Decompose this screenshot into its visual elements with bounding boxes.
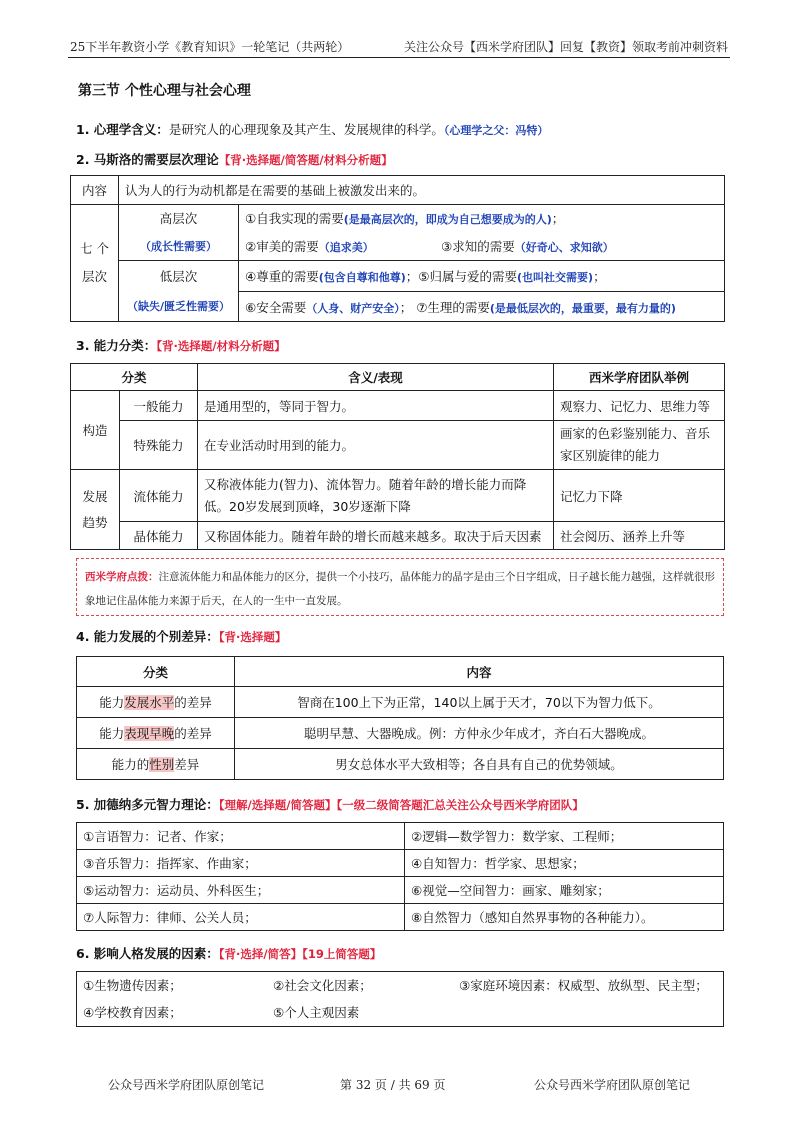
intelligence-cell: ②逻辑—数学智力：数学家、工程师； [405,823,724,850]
diff-header-content: 内容 [235,657,724,687]
intelligence-cell: ④自知智力：哲学家、思想家； [405,850,724,877]
factor: ②社会文化因素； [273,978,372,993]
factor: ⑤个人主观因素 [273,1005,360,1020]
item5-title: 5. 加德纳多元智力理论： [76,797,219,812]
personality-factors [77,972,724,1027]
diff-content: 智商在100上下为正常，140以上属于天才，70以下为智力低下。 [235,687,724,718]
item1-label: 1. 心理学含义： [76,122,169,137]
header-divider [68,57,730,58]
diff-header-type: 分类 [77,657,235,687]
item2-heading [76,150,393,168]
factor: ①生物遗传因素； [83,978,182,993]
intelligence-cell: ⑧自然智力（感知自然界事物的各种能力）。 [405,904,724,931]
tip-label: 西米学府点拨： [85,571,159,583]
item1-note: （心理学之父：冯特） [443,124,549,137]
diff-type: 能力表现早晚的差异 [77,718,235,749]
diff-content: 男女总体水平大致相等；各自具有自己的优势领域。 [235,749,724,780]
maslow-meaning: 认为人的行为动机都是在需要的基础上被激发出来的。 [119,176,725,205]
section-title: 第三节 个性心理与社会心理 [78,83,251,99]
item5-heading [76,795,584,813]
item3-tag: 【背·选择题/材料分析题】 [156,339,286,353]
footer-left: 公众号西米学府团队原创笔记 [108,1078,265,1092]
item5-tag: 【理解/选择题/简答题】【一级二级简答题汇总关注公众号西米学府团队】 [218,798,584,812]
diff-type: 能力发展水平的差异 [77,687,235,718]
ability-example: 记忆力下降 [554,470,725,522]
ability-header-example: 西米学府团队举例 [554,364,725,391]
ability-example: 社会阅历、涵养上升等 [554,522,725,550]
ability-group-structure: 构造 [71,391,120,470]
ability-name: 流体能力 [120,470,198,522]
intelligence-cell: ⑦人际智力：律师、公关人员； [77,904,405,931]
ability-example: 观察力、记忆力、思维力等 [554,391,725,421]
intelligence-cell: ⑤运动智力：运动员、外科医生； [77,877,405,904]
layers-label: 层次 [81,269,107,284]
item3-heading [76,336,286,354]
ability-desc: 是通用型的，等同于智力。 [198,391,554,421]
item2-title: 2. 马斯洛的需要层次理论 [76,152,219,167]
item2-tag: 【背·选择题/简答题/材料分析题】 [218,153,393,167]
page-number: 第 32 页 / 共 69 页 [340,1078,446,1092]
need-6-7: ⑥安全需要（人身、财产安全）； ⑦生理的需要(是最低层次的，最重要，最有力量的) [239,292,725,322]
ability-header-type: 分类 [71,364,198,391]
tip-text: 注意流体能力和晶体能力的区分，提供一个小技巧，晶体能力的晶字是由三个日字组成，日子越长能力越强，这样就很形象地记住晶体能力来源于后天，在人的一生中一直发展。 [85,571,715,607]
personality-table [76,971,724,1027]
ability-header-meaning: 含义/表现 [198,364,554,391]
intelligence-cell: ⑥视觉—空间智力：画家、雕刻家； [405,877,724,904]
difference-table [76,656,724,780]
item6-title: 6. 影响人格发展的因素： [76,946,219,961]
low-level-note: （缺失/匮乏性需要） [119,292,239,322]
high-level-note: （成长性需要） [119,232,239,261]
ability-group-trend: 发展 趋势 [71,470,120,550]
low-level: 低层次 [119,261,239,292]
maslow-table [70,175,725,322]
ability-example: 画家的色彩鉴别能力、音乐家区别旋律的能力 [554,421,725,470]
item6-heading [76,944,381,962]
item4-tag: 【背·选择题】 [218,630,287,644]
ability-name: 特殊能力 [120,421,198,470]
item6-tag: 【背·选择/简答】【19上简答题】 [218,947,382,961]
ability-desc: 又称固体能力。随着年龄的增长而越来越多。取决于后天因素 [198,522,554,550]
ability-name: 一般能力 [120,391,198,421]
diff-type: 能力的性别差异 [77,749,235,780]
ability-name: 晶体能力 [120,522,198,550]
high-level: 高层次 [119,205,239,232]
need-1: ①自我实现的需要(是最高层次的，即成为自己想要成为的人)； [239,205,725,232]
intelligence-cell: ①言语智力：记者、作家； [77,823,405,850]
factor: ③家庭环境因素：权威型、放纵型、民主型； [459,978,708,993]
item4-heading [76,627,286,645]
maslow-seven-layers [71,205,119,322]
ability-table [70,363,725,550]
item4-title: 4. 能力发展的个别差异： [76,629,219,644]
footer-right: 公众号西米学府团队原创笔记 [534,1078,691,1092]
header-right: 关注公众号【西米学府团队】回复【教资】领取考前冲刺资料 [403,40,728,54]
need-4-5: ④尊重的需要(包含自尊和他尊)；⑤归属与爱的需要(也叫社交需要)； [239,261,725,292]
item1-text: 是研究人的心理现象及其产生、发展规律的科学。 [168,122,444,137]
item1 [76,120,548,138]
intelligence-cell: ③音乐智力：指挥家、作曲家； [77,850,405,877]
ability-desc: 又称液体能力(智力)、流体智力。随着年龄的增长能力而降低。20岁发展到顶峰，30岁逐渐下降 [198,470,554,522]
maslow-meaning-label: 内容 [71,176,119,205]
seven-label: 七 个 [80,241,109,256]
ability-desc: 在专业活动时用到的能力。 [198,421,554,470]
intelligence-table [76,822,724,931]
need-2-3: ②审美的需要（追求美） ③求知的需要（好奇心、求知欲） [239,232,725,261]
tip-box [76,558,724,616]
factor: ④学校教育因素； [83,1005,182,1020]
item3-title: 3. 能力分类： [76,338,157,353]
diff-content: 聪明早慧、大器晚成。例：方仲永少年成才，齐白石大器晚成。 [235,718,724,749]
header-left: 25下半年教资小学《教育知识》一轮笔记（共两轮） [70,40,350,54]
